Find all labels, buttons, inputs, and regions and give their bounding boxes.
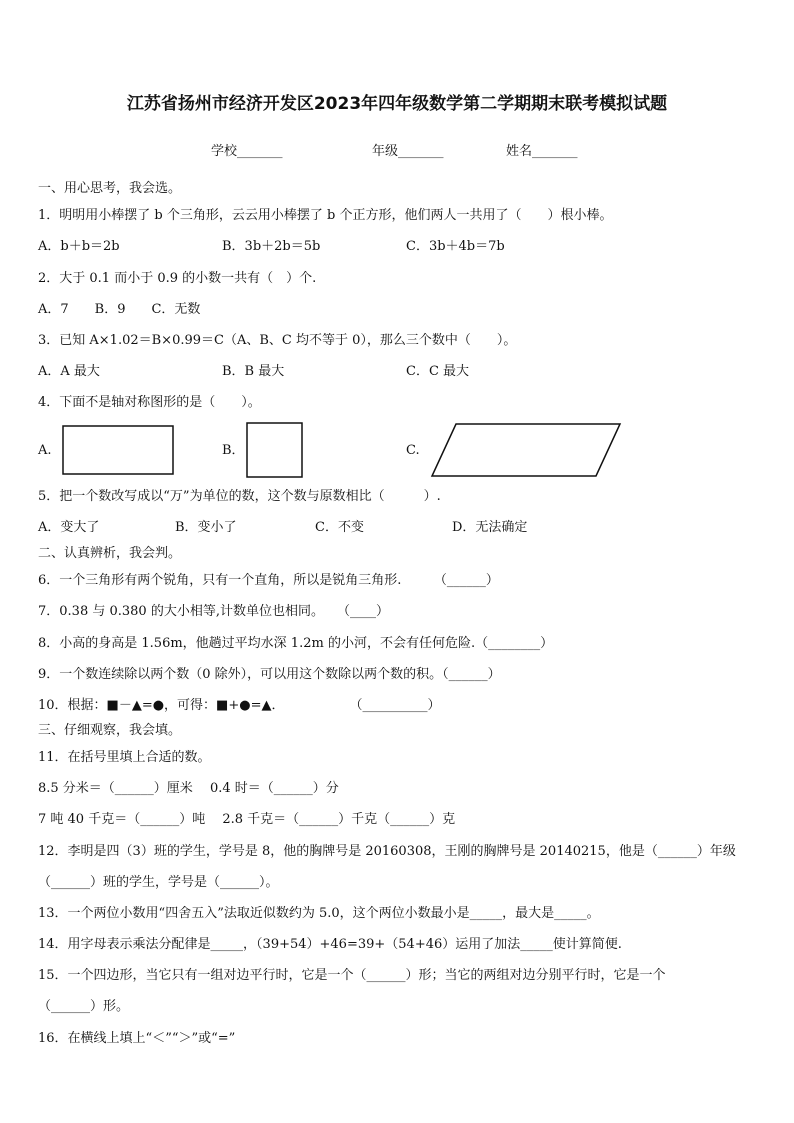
question-4-option-a: A. xyxy=(38,443,52,458)
question-13: 13．一个两位小数用“四舍五入”法取近似数约为 5.0，这个两位小数最小是_____，最大是_____。 xyxy=(38,906,600,921)
question-4-option-c: C. xyxy=(406,443,420,458)
grade-field: 年级_______ xyxy=(372,144,444,159)
rectangle-figure xyxy=(62,425,174,475)
question-11-line-1: 8.5 分米＝（______）厘米 0.4 时＝（______）分 xyxy=(38,781,339,796)
question-5-option-c: C．不变 xyxy=(315,520,364,535)
name-field: 姓名_______ xyxy=(506,144,578,159)
question-11: 11．在括号里填上合适的数。 xyxy=(38,750,211,765)
question-12-line-1: 12．李明是四（3）班的学生，学号是 8，他的胸牌号是 20160308，王刚的胸牌号是 20140215，他是（______）年级 xyxy=(38,844,736,859)
question-14: 14．用字母表示乘法分配律是_____，（39+54）+46=39+（54+46）运用了加法_____使计算简便. xyxy=(38,937,622,952)
question-12-line-2: （______）班的学生，学号是（______）。 xyxy=(38,875,279,890)
section-heading-2: 二、认真辨析，我会判。 xyxy=(38,546,182,561)
question-3-option-a: A．A 最大 xyxy=(38,364,100,379)
question-5-option-b: B．变小了 xyxy=(175,520,237,535)
question-5-option-d: D．无法确定 xyxy=(452,520,528,535)
question-15-line-2: （______）形。 xyxy=(38,999,130,1014)
question-1-option-b: B．3b＋2b＝5b xyxy=(222,239,321,254)
school-field: 学校_______ xyxy=(211,144,283,159)
question-15-line-1: 15．一个四边形，当它只有一组对边平行时，它是一个（______）形；当它的两组对边分别平行时，它是一个 xyxy=(38,968,666,983)
question-3-option-c: C．C 最大 xyxy=(406,364,470,379)
question-3: 3．已知 A×1.02＝B×0.99＝C（A、B、C 均不等于 0），那么三个数中（ ）。 xyxy=(38,333,517,348)
question-11-line-2: 7 吨 40 千克＝（______）吨 2.8 千克＝（______）千克（______）克 xyxy=(38,812,456,827)
question-2-options: A．7 B．9 C．无数 xyxy=(38,302,201,317)
question-4-option-b: B． xyxy=(222,443,245,458)
question-4: 4．下面不是轴对称图形的是（ ）。 xyxy=(38,395,261,410)
page-title: 江苏省扬州市经济开发区2023年四年级数学第二学期期末联考模拟试题 xyxy=(126,94,668,114)
question-9: 9．一个数连续除以两个数（0 除外），可以用这个数除以两个数的积。（______） xyxy=(38,667,501,682)
parallelogram-figure xyxy=(430,422,622,478)
question-2: 2．大于 0.1 而小于 0.9 的小数一共有（ ）个. xyxy=(38,271,317,286)
question-1: 1．明明用小棒摆了 b 个三角形，云云用小棒摆了 b 个正方形，他们两人一共用了（ ）根小棒。 xyxy=(38,208,613,223)
question-3-option-b: B．B 最大 xyxy=(222,364,285,379)
question-6: 6．一个三角形有两个锐角，只有一个直角，所以是锐角三角形. （______） xyxy=(38,573,499,588)
square-figure xyxy=(246,422,303,478)
question-1-option-c: C．3b＋4b＝7b xyxy=(406,239,505,254)
section-heading-1: 一、用心思考，我会选。 xyxy=(38,181,182,196)
question-7: 7．0.38 与 0.380 的大小相等,计数单位也相同。 （____） xyxy=(38,604,389,619)
question-16: 16．在横线上填上“＜”“＞”或“=” xyxy=(38,1031,236,1046)
question-8: 8．小高的身高是 1.56m，他趟过平均水深 1.2m 的小河，不会有任何危险.（________） xyxy=(38,636,554,651)
question-1-option-a: A．b＋b＝2b xyxy=(38,239,120,254)
section-heading-3: 三、仔细观察，我会填。 xyxy=(38,723,182,738)
question-10: 10．根据：■－▲=●，可得：■+●=▲． （__________） xyxy=(38,698,441,713)
question-5: 5．把一个数改写成以“万”为单位的数，这个数与原数相比（ ）. xyxy=(38,489,441,504)
question-5-option-a: A．变大了 xyxy=(38,520,100,535)
